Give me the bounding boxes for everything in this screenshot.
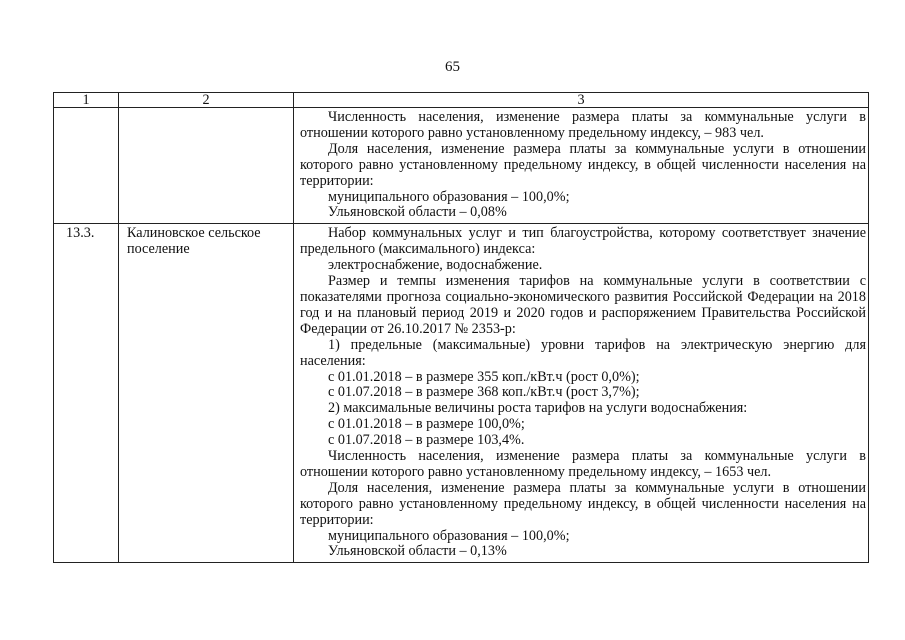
table-row xyxy=(54,108,869,224)
paragraph: Численность населения, изменение размера платы за коммунальные услуги в отношении которого равно установленному предельному индексу, – 983 чел. xyxy=(300,109,866,141)
settlement-name xyxy=(119,108,294,224)
paragraph: Ульяновской области – 0,13% xyxy=(328,543,507,560)
column-header-3: 3 xyxy=(294,93,869,108)
paragraph: 2) максимальные величины роста тарифов на услуги водоснабжения: xyxy=(328,400,748,417)
paragraph: Численность населения, изменение размера платы за коммунальные услуги в отношении которого равно установленному предельному индексу, – 1653 чел. xyxy=(300,448,866,480)
paragraph: муниципального образования – 100,0%; xyxy=(328,188,570,205)
row-description xyxy=(294,108,869,224)
paragraph: с 01.07.2018 – в размере 103,4%. xyxy=(328,432,525,449)
paragraph: Доля населения, изменение размера платы за коммунальные услуги в отношении которого равно установленному предельному индексу, в общей численности населения на территории: xyxy=(300,140,866,189)
paragraph: Размер и темпы изменения тарифов на коммунальные услуги в соответствии с показателями прогноза социально-экономического развития Российской Федерации на 2018 год и на плановый период 2019 и 2020 годов и распоряжением Правительства Российской Федерации от 26.10.2017 № 2353-р: xyxy=(300,273,866,337)
row-number: 13.3. xyxy=(54,224,119,563)
row-number xyxy=(54,108,119,224)
column-header-2: 2 xyxy=(119,93,294,108)
table-row xyxy=(54,224,869,563)
paragraph: электроснабжение, водоснабжение. xyxy=(328,257,543,274)
paragraph: 1) предельные (максимальные) уровни тарифов на электрическую энергию для населения: xyxy=(300,336,866,369)
paragraph: Доля населения, изменение размера платы за коммунальные услуги в отношении которого равно установленному предельному индексу, в общей численности населения на территории: xyxy=(300,479,866,528)
page-number: 65 xyxy=(445,59,460,75)
table-header-row xyxy=(54,93,869,108)
paragraph: Набор коммунальных услуг и тип благоустройства, которому соответствует значение предельного (максимального) индекса: xyxy=(300,225,866,258)
paragraph: Ульяновской области – 0,08% xyxy=(328,204,507,221)
paragraph: с 01.01.2018 – в размере 100,0%; xyxy=(328,416,525,433)
paragraph: муниципального образования – 100,0%; xyxy=(328,527,570,544)
settlement-name: Калиновское сельское поселение xyxy=(119,224,294,563)
column-header-1: 1 xyxy=(54,93,119,108)
paragraph: с 01.01.2018 – в размере 355 коп./кВт.ч (рост 0,0%); xyxy=(328,368,640,385)
content-table xyxy=(53,92,869,563)
row-description xyxy=(294,224,869,563)
paragraph: с 01.07.2018 – в размере 368 коп./кВт.ч (рост 3,7%); xyxy=(328,384,640,401)
